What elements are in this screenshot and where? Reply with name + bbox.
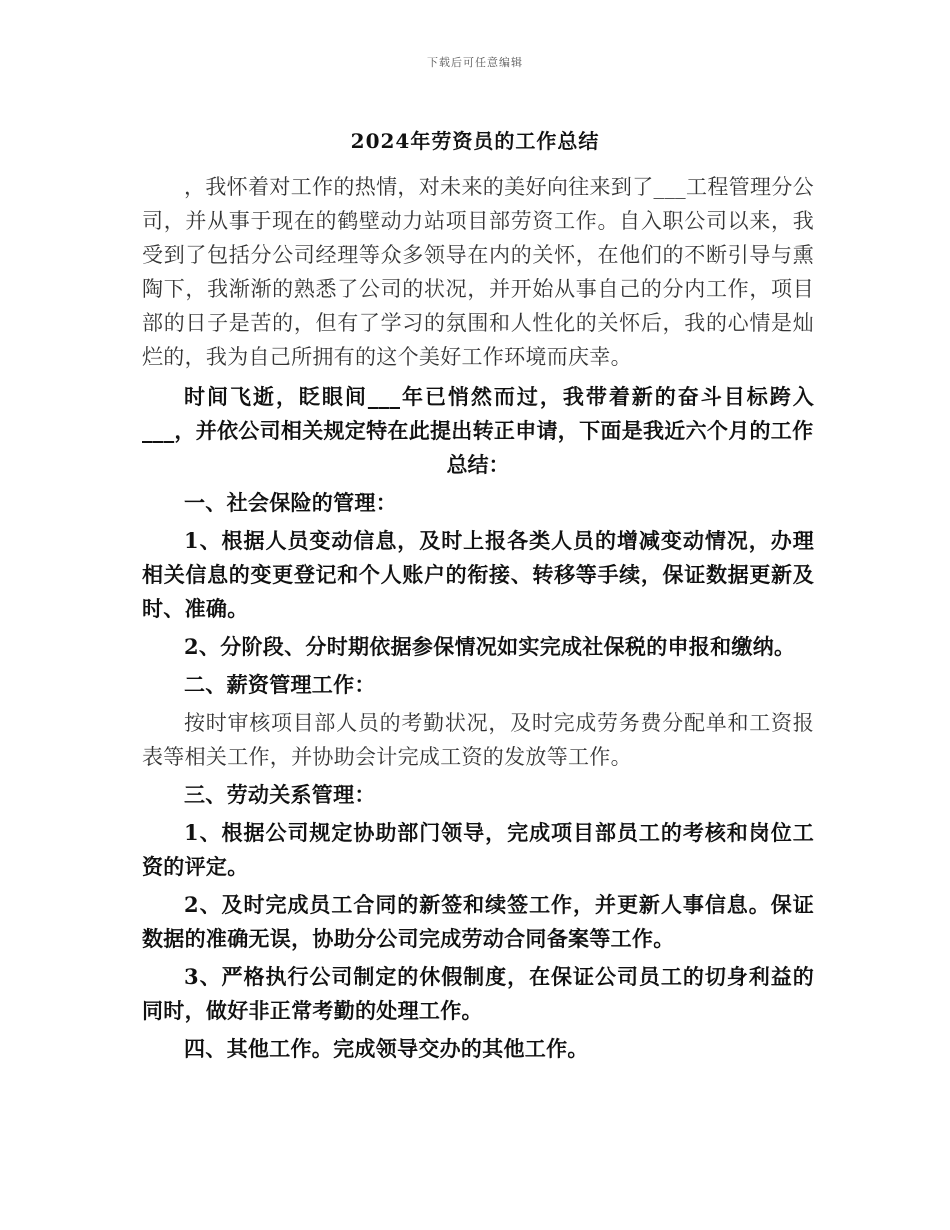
section-heading-social-insurance: 一、社会保险的管理：: [184, 490, 397, 515]
document-title: 2024年劳资员的工作总结: [350, 129, 600, 153]
section-heading-other: 四、其他工作。完成领导交办的其他工作。: [184, 1036, 589, 1061]
page-header-note: 下载后可任意编辑: [427, 56, 523, 69]
intro-paragraph: ，我怀着对工作的热情，对未来的美好向往来到了___工程管理分公司，并从事于现在的鹤壁动力站项目部劳资工作。自入职公司以来，我受到了包括分公司经理等众多领导在内的关怀，在他们的不断引导与熏陶下，我渐渐的熟悉了公司的状况，并开始从事自己的分内工作，项目部的日子是苦的，但有了学习的氛围和人性化的关怀后，我的心情是灿烂的，我为自己所拥有的这个美好工作环境而庆幸。: [142, 175, 814, 369]
labor-relations-item-3: 3、严格执行公司制定的休假制度，在保证公司员工的切身利益的同时，做好非正常考勤的处理工作。: [142, 964, 814, 1023]
social-insurance-item-1: 1、根据人员变动信息，及时上报各类人员的增减变动情况，办理相关信息的变更登记和个人账户的衔接、转移等手续，保证数据更新及时、准确。: [142, 528, 814, 621]
summary-intro-paragraph: 时间飞逝，眨眼间___年已悄然而过，我带着新的奋斗目标跨入___，并依公司相关规定特在此提出转正申请，下面是我近六个月的工作: [142, 384, 814, 443]
document-body: [142, 170, 814, 1066]
section-heading-labor-relations: 三、劳动关系管理：: [184, 782, 376, 807]
labor-relations-item-2: 2、及时完成员工合同的新签和续签工作，并更新人事信息。保证数据的准确无误，协助分公司完成劳动合同备案等工作。: [142, 892, 814, 951]
labor-relations-item-1: 1、根据公司规定协助部门领导，完成项目部员工的考核和岗位工资的评定。: [142, 820, 814, 879]
salary-paragraph: 按时审核项目部人员的考勤状况，及时完成劳务费分配单和工资报表等相关工作，并协助会计完成工资的发放等工作。: [142, 711, 814, 769]
social-insurance-item-2: 2、分阶段、分时期依据参保情况如实完成社保税的申报和缴纳。: [184, 634, 796, 659]
section-heading-salary: 二、薪资管理工作：: [184, 672, 376, 697]
summary-label: 总结：: [446, 452, 510, 477]
